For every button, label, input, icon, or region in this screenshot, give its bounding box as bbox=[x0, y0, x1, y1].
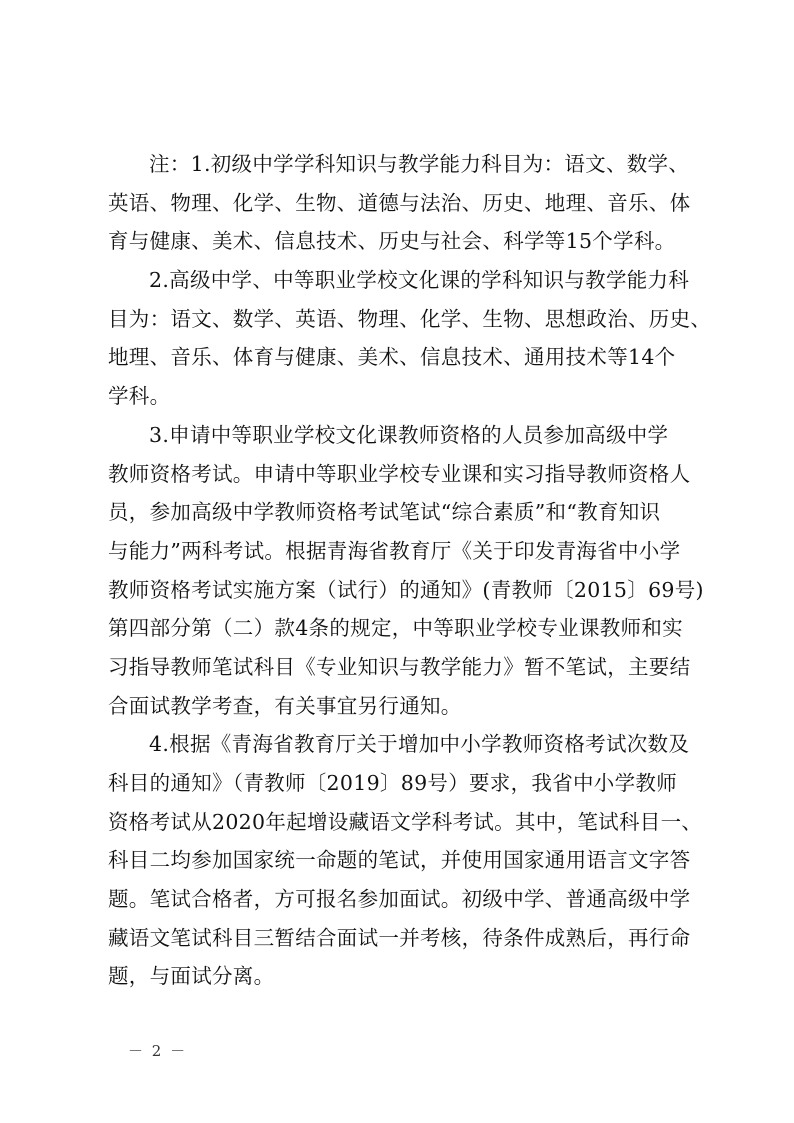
note-paragraph-3 bbox=[108, 416, 704, 726]
text-line: 科目的通知》（青教师〔2019〕89号）要求，我省中小学教师 bbox=[108, 771, 678, 795]
text-line: 英语、物理、化学、生物、道德与法治、历史、地理、音乐、体 bbox=[108, 190, 691, 215]
text-line: 育与健康、美术、信息技术、历史与社会、科学等15个学科。 bbox=[108, 229, 676, 254]
text-line: 第四部分第（二）款4条的规定，中等职业学校专业课教师和实 bbox=[108, 616, 683, 641]
text-line: 习指导教师笔试科目《专业知识与教学能力》暂不笔试，主要结 bbox=[108, 654, 691, 679]
text-line: 员，参加高级中学教师资格考试笔试“综合素质”和“教育知识 bbox=[108, 500, 661, 525]
text-line: 注：1.初级中学学科知识与教学能力科目为：语文、数学、 bbox=[149, 152, 690, 176]
document-body bbox=[108, 145, 712, 996]
text-line: 2.高级中学、中等职业学校文化课的学科知识与教学能力科 bbox=[149, 268, 690, 293]
note-paragraph-4 bbox=[108, 725, 703, 996]
text-line: 资格考试从2020年起增设藏语文学科考试。其中，笔试科目一、 bbox=[108, 809, 703, 834]
text-line: 藏语文笔试科目三暂结合面试一并考核，待条件成熟后，再行命 bbox=[108, 925, 691, 950]
text-line: 教师资格考试。申请中等职业学校专业课和实习指导教师资格人 bbox=[108, 461, 691, 486]
text-line: 目为：语文、数学、英语、物理、化学、生物、思想政治、历史、 bbox=[108, 306, 712, 331]
page-number: － 2 － bbox=[128, 1042, 188, 1060]
text-line: 学科。 bbox=[108, 384, 171, 409]
note-paragraph-2 bbox=[108, 261, 712, 416]
text-line: 科目二均参加国家统一命题的笔试，并使用国家通用语言文字答 bbox=[108, 848, 691, 873]
text-line: 题，与面试分离。 bbox=[108, 964, 275, 989]
text-line: 题。笔试合格者，方可报名参加面试。初级中学、普通高级中学 bbox=[108, 887, 691, 912]
text-line: 地理、音乐、体育与健康、美术、信息技术、通用技术等14个 bbox=[108, 345, 676, 370]
text-line: 合面试教学考查，有关事宜另行通知。 bbox=[108, 693, 462, 718]
text-line: 教师资格考试实施方案（试行）的通知》(青教师〔2015〕69号) bbox=[108, 577, 704, 602]
text-line: 4.根据《青海省教育厅关于增加中小学教师资格考试次数及 bbox=[149, 732, 690, 757]
text-line: 与能力”两科考试。根据青海省教育厅《关于印发青海省中小学 bbox=[108, 538, 681, 563]
text-line: 3.申请中等职业学校文化课教师资格的人员参加高级中学 bbox=[149, 422, 669, 447]
note-paragraph-1 bbox=[108, 145, 698, 261]
